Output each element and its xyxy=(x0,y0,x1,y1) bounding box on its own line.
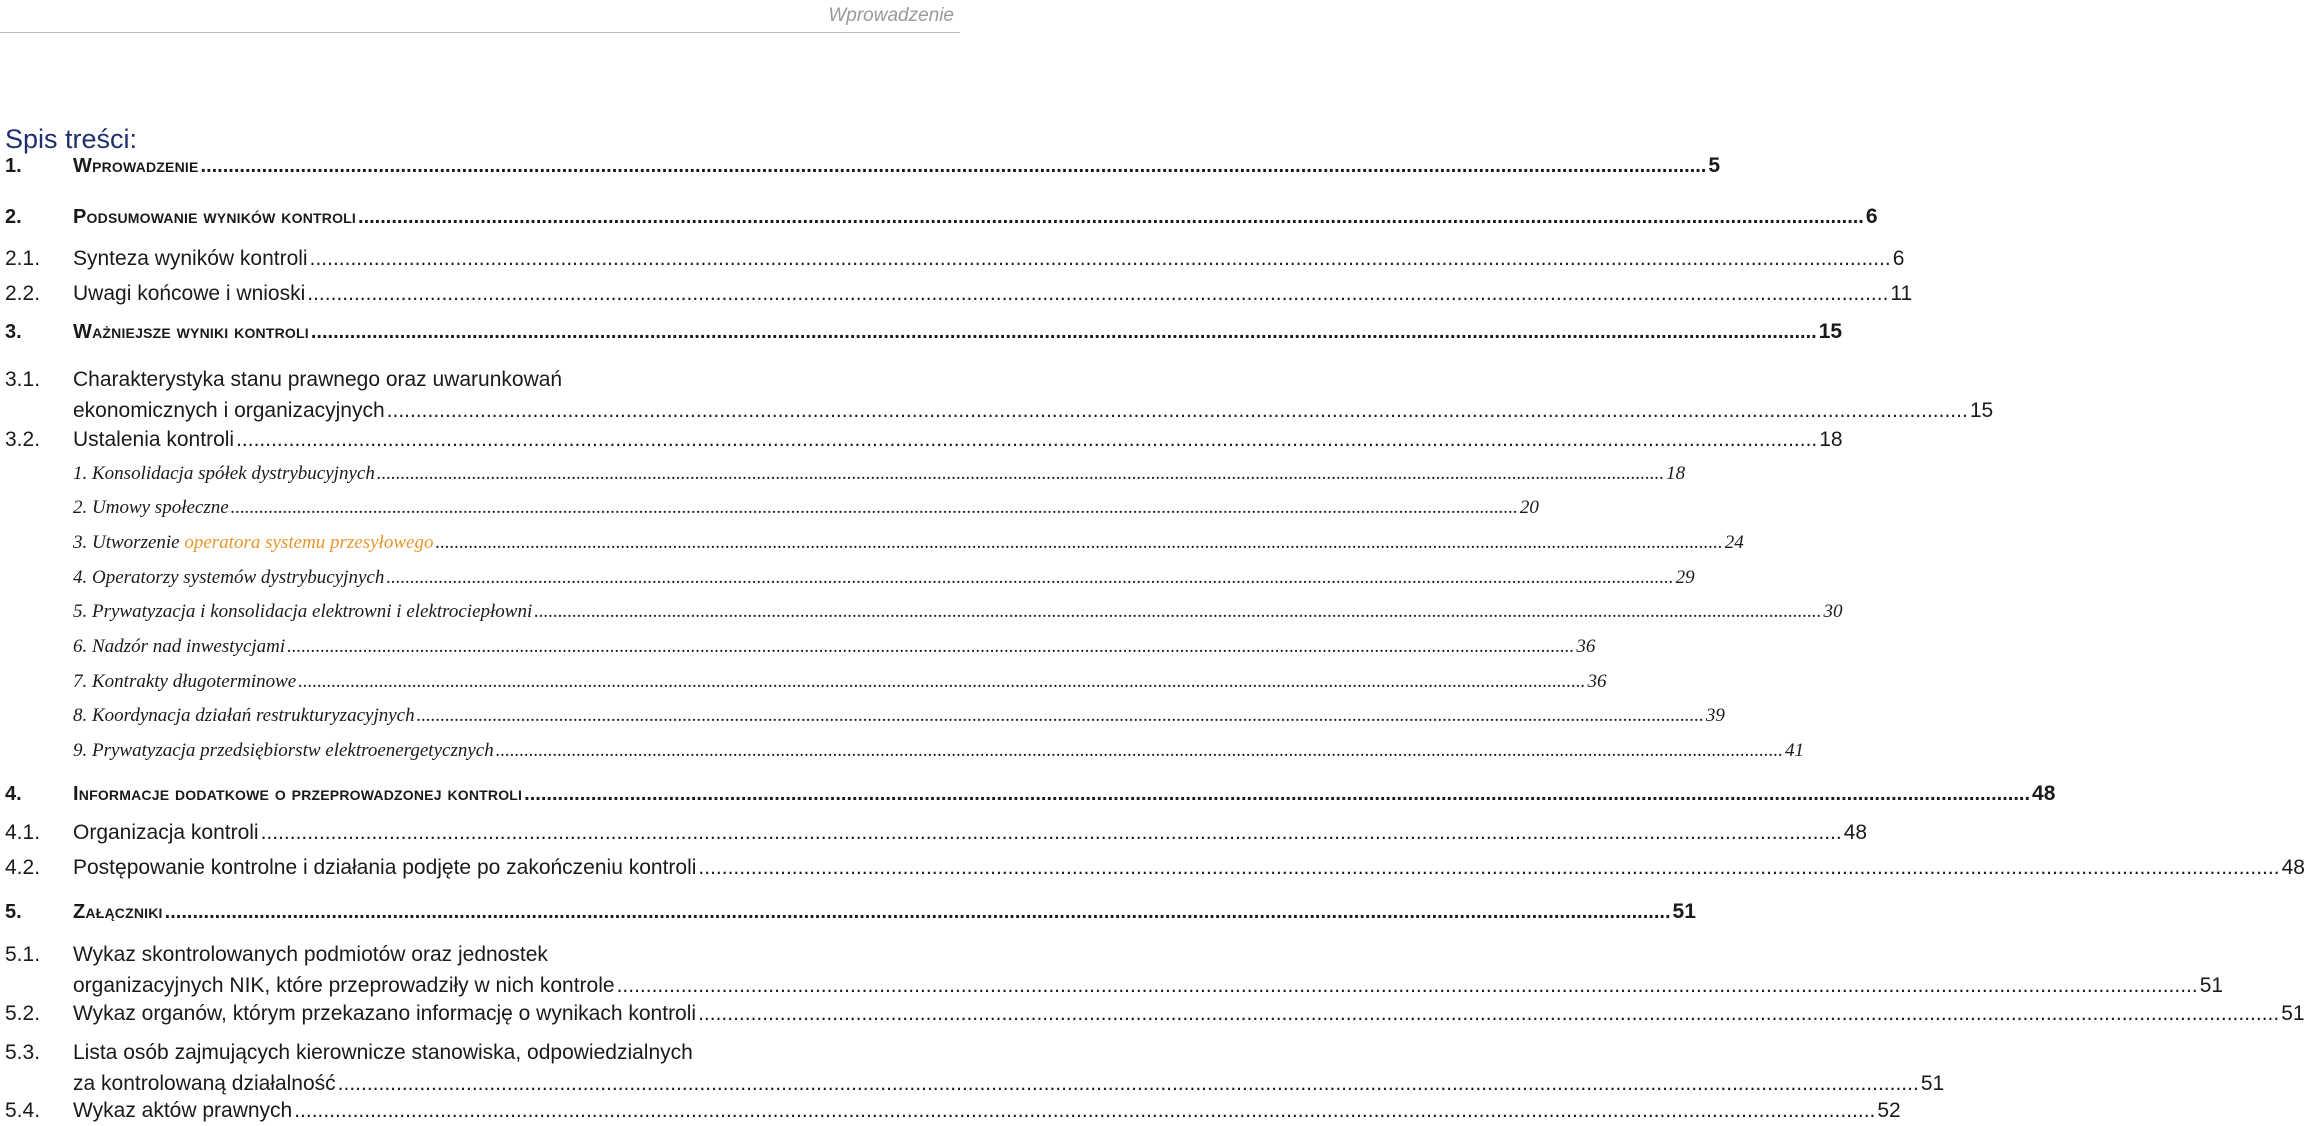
toc-entry-page: 5 xyxy=(1708,154,1721,177)
toc-entry-page: 51 xyxy=(2199,974,2224,997)
toc-entry-sub-6[interactable] xyxy=(73,636,1596,658)
toc-entry-title: ekonomicznych i organizacyjnych xyxy=(73,399,385,422)
toc-entry-title: 1. Konsolidacja spółek dystrybucyjnych xyxy=(73,463,375,484)
running-header-title: Wprowadzenie xyxy=(828,5,954,26)
toc-entry-title: 4. Operatorzy systemów dystrybucyjnych xyxy=(73,567,385,588)
toc-entry-title: Informacje dodatkowe o przeprowadzonej kontroli xyxy=(73,783,523,805)
dot-leader xyxy=(310,247,1891,271)
toc-entry-number: 5. xyxy=(5,901,22,923)
toc-entry-page: 48 xyxy=(2032,782,2056,805)
toc-entry-number: 5.3. xyxy=(5,1041,41,1064)
toc-entry-chapter-5[interactable] xyxy=(5,900,1696,924)
toc-entry-number: 5.4. xyxy=(5,1099,41,1122)
toc-entry-page: 36 xyxy=(1587,671,1607,692)
dot-leader xyxy=(201,155,1707,178)
toc-entry-page: 15 xyxy=(1969,399,1994,422)
toc-entry-page: 24 xyxy=(1724,532,1744,553)
toc-entry-chapter-4[interactable] xyxy=(5,782,2056,806)
dot-leader xyxy=(698,856,2279,880)
dot-leader xyxy=(435,532,1722,554)
dot-leader xyxy=(417,705,1704,727)
toc-entry-number: 1. xyxy=(5,155,22,177)
toc-entry-number: 3. xyxy=(5,321,22,343)
toc-entry-section-3-2[interactable] xyxy=(5,428,1843,452)
toc-entry-title: Postępowanie kontrolne i działania podjęte po zakończeniu kontroli xyxy=(73,856,697,879)
toc-entry-page: 20 xyxy=(1519,497,1539,518)
toc-entry-number: 2.1. xyxy=(5,247,41,270)
toc-entry-title: 8. Koordynacja działań restrukturyzacyjnych xyxy=(73,705,415,726)
dot-leader xyxy=(386,567,1673,589)
dot-leader xyxy=(387,395,1968,426)
toc-entry-sub-3[interactable] xyxy=(73,532,1744,554)
toc-entry-title-line1: Wykaz skontrolowanych podmiotów oraz jednostek xyxy=(73,943,548,966)
toc-entry-title-line1: Lista osób zajmujących kierownicze stanowiska, odpowiedzialnych xyxy=(73,1041,693,1064)
toc-entry-title: Załączniki xyxy=(73,901,163,923)
toc-entry-sub-9[interactable] xyxy=(73,740,1804,762)
toc-entry-title-text: 3. Utworzenie xyxy=(73,532,185,553)
dot-leader xyxy=(287,636,1574,658)
toc-entry-title: Uwagi końcowe i wnioski xyxy=(73,282,306,305)
dot-leader xyxy=(236,428,1817,452)
toc-entry-section-5-4[interactable] xyxy=(5,1099,1901,1123)
toc-entry-title: 5. Prywatyzacja i konsolidacja elektrowni i elektrociepłowni xyxy=(73,601,533,622)
toc-entry-title: Ustalenia kontroli xyxy=(73,428,235,451)
toc-entry-number: 2.2. xyxy=(5,282,41,305)
toc-entry-number: 4.2. xyxy=(5,856,41,879)
dot-leader xyxy=(231,497,1518,519)
toc-entry-title: 2. Umowy społeczne xyxy=(73,497,229,518)
toc-entry-sub-8[interactable] xyxy=(73,705,1725,727)
toc-entry-number: 4.1. xyxy=(5,821,41,844)
toc-entry-page: 52 xyxy=(1877,1099,1901,1122)
toc-entry-page: 6 xyxy=(1865,205,1878,228)
dot-leader xyxy=(298,671,1585,693)
toc-entry-section-5-1[interactable] xyxy=(5,939,2224,1001)
dot-leader xyxy=(524,783,2030,806)
toc-entry-title: Synteza wyników kontroli xyxy=(73,247,308,270)
toc-entry-title: Wykaz aktów prawnych xyxy=(73,1099,293,1122)
toc-entry-page: 15 xyxy=(1818,320,1843,343)
toc-entry-title: Wykaz organów, którym przekazano informację o wynikach kontroli xyxy=(73,1002,697,1025)
toc-entry-title: 9. Prywatyzacja przedsiębiorstw elektroenergetycznych xyxy=(73,740,494,761)
toc-entry-title-highlight[interactable]: operatora systemu przesyłowego xyxy=(184,532,434,553)
toc-entry-page: 30 xyxy=(1823,601,1843,622)
toc-entry-page: 51 xyxy=(1920,1072,1945,1095)
toc-entry-chapter-1[interactable] xyxy=(5,154,1721,178)
dot-leader xyxy=(496,740,1783,762)
toc-entry-page: 36 xyxy=(1576,636,1596,657)
dot-leader xyxy=(534,601,1821,623)
toc-entry-sub-4[interactable] xyxy=(73,567,1695,589)
dot-leader xyxy=(617,970,2198,1001)
toc-entry-title: za kontrolowaną działalność xyxy=(73,1072,336,1095)
toc-entry-page: 48 xyxy=(2281,856,2305,879)
toc-entry-page: 48 xyxy=(1843,821,1868,844)
dot-leader xyxy=(261,821,1842,845)
toc-entry-section-4-1[interactable] xyxy=(5,821,1868,845)
dot-leader xyxy=(294,1099,1875,1123)
toc-entry-title: Ważniejsze wyniki kontroli xyxy=(73,321,309,343)
toc-entry-sub-1[interactable] xyxy=(73,463,1686,485)
toc-entry-chapter-3[interactable] xyxy=(5,320,1843,344)
toc-entry-page: 18 xyxy=(1666,463,1686,484)
dot-leader xyxy=(307,282,1888,306)
toc-entry-title: Organizacja kontroli xyxy=(73,821,259,844)
toc-entry-number: 2. xyxy=(5,206,22,228)
toc-entry-section-5-3[interactable] xyxy=(5,1037,1945,1099)
dot-leader xyxy=(311,321,1817,344)
toc-entry-number: 3.2. xyxy=(5,428,41,451)
toc-entry-title: Podsumowanie wyników kontroli xyxy=(73,206,357,228)
toc-entry-section-3-1[interactable] xyxy=(5,364,1994,426)
toc-entry-page: 51 xyxy=(1672,900,1696,923)
toc-entry-sub-7[interactable] xyxy=(73,671,1607,693)
dot-leader xyxy=(698,1002,2279,1026)
toc-entry-section-5-2[interactable] xyxy=(5,1002,2305,1026)
toc-heading: Spis treści: xyxy=(5,124,138,155)
toc-entry-section-2-1[interactable] xyxy=(5,247,1905,271)
toc-entry-title xyxy=(73,532,433,554)
toc-entry-title: Wprowadzenie xyxy=(73,155,199,177)
toc-entry-page: 41 xyxy=(1784,740,1804,761)
toc-entry-page: 51 xyxy=(2281,1002,2305,1025)
toc-entry-number: 5.2. xyxy=(5,1002,41,1025)
toc-entry-sub-5[interactable] xyxy=(73,601,1843,623)
toc-entry-sub-2[interactable] xyxy=(73,497,1539,519)
toc-entry-section-4-2[interactable] xyxy=(5,856,2305,880)
toc-entry-chapter-2[interactable] xyxy=(5,205,1878,229)
dot-leader xyxy=(377,463,1664,485)
toc-entry-page: 11 xyxy=(1890,282,1913,305)
toc-entry-number: 5.1. xyxy=(5,943,41,966)
dot-leader xyxy=(338,1068,1919,1099)
toc-entry-title: 7. Kontrakty długoterminowe xyxy=(73,671,297,692)
dot-leader xyxy=(165,901,1671,924)
toc-entry-section-2-2[interactable] xyxy=(5,282,1913,306)
toc-entry-page: 29 xyxy=(1675,567,1695,588)
toc-entry-page: 39 xyxy=(1705,705,1725,726)
dot-leader xyxy=(358,206,1864,229)
toc-entry-title: 6. Nadzór nad inwestycjami xyxy=(73,636,286,657)
toc-entry-title: organizacyjnych NIK, które przeprowadziły w nich kontrole xyxy=(73,974,615,997)
toc-entry-title-line1: Charakterystyka stanu prawnego oraz uwarunkowań xyxy=(73,368,563,391)
toc-entry-number: 4. xyxy=(5,783,22,805)
toc-entry-page: 6 xyxy=(1892,247,1905,270)
toc-entry-page: 18 xyxy=(1819,428,1843,451)
toc-entry-number: 3.1. xyxy=(5,368,41,391)
